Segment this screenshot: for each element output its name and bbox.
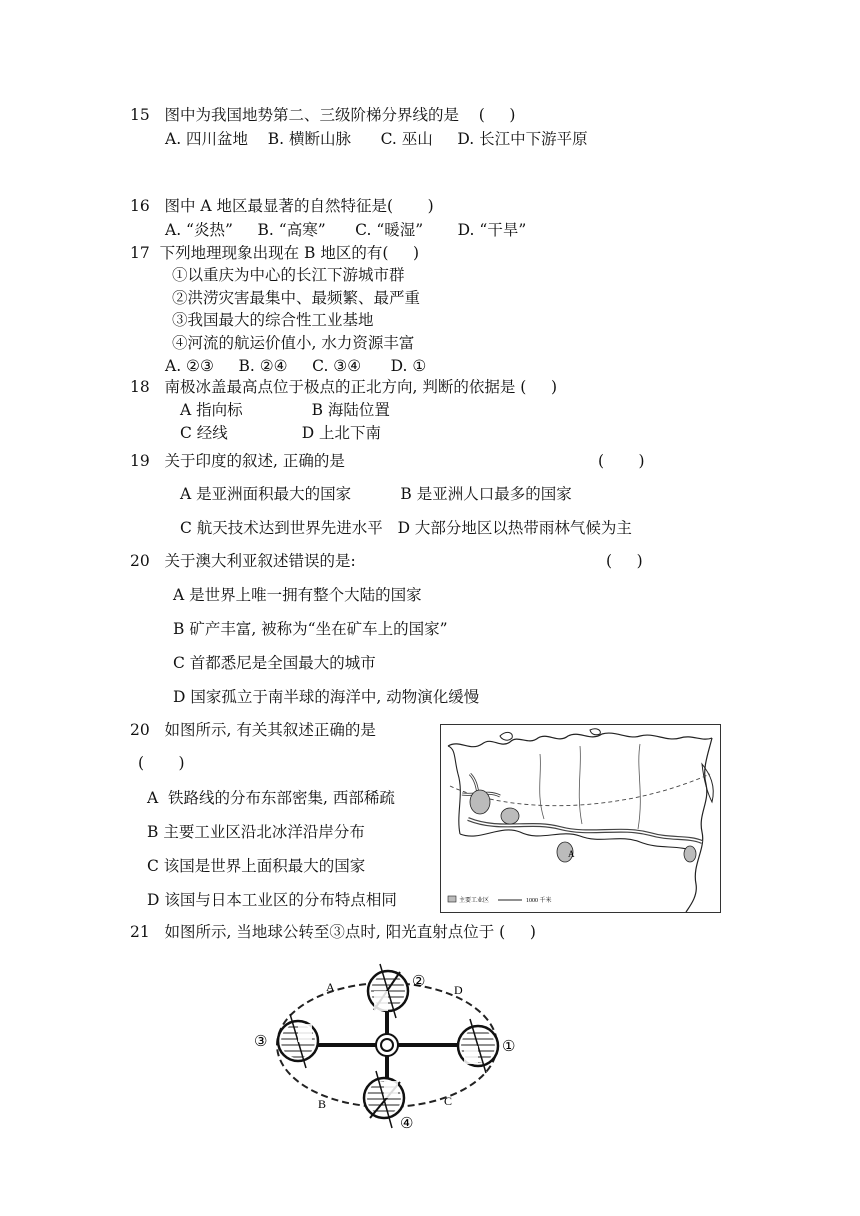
orbit-label-c: C — [444, 1094, 453, 1108]
q18-options-row1: A 指向标 B 海陆位置 — [180, 401, 390, 419]
orbit-label-b: B — [318, 1097, 327, 1111]
q18-options-row2: C 经线 D 上北下南 — [180, 424, 382, 442]
q20a-item-b: B 矿产丰富, 被称为“坐在矿车上的国家” — [173, 620, 448, 638]
map-label-a: A — [568, 849, 575, 859]
q20b-item-a: A 铁路线的分布东部密集, 西部稀疏 — [147, 789, 395, 807]
map-legend-label: 主要工业区 — [459, 898, 490, 904]
q16-stem: 16 图中 A 地区最显著的自然特征是( ) — [130, 197, 434, 215]
q21-stem: 21 如图所示, 当地球公转至③点时, 阳光直射点位于 ( ) — [130, 923, 536, 941]
q15-stem: 15 图中为我国地势第二、三级阶梯分界线的是 ( ) — [130, 106, 516, 124]
sun-icon — [376, 1034, 398, 1056]
russia-map-figure — [440, 724, 721, 913]
q19-options-row2: C 航天技术达到世界先进水平 D 大部分地区以热带雨林气候为主 — [180, 519, 632, 537]
map-scale-label: 1000 千米 — [526, 898, 552, 904]
position-label-3: ③ — [254, 1034, 268, 1050]
q19-stem: 19 关于印度的叙述, 正确的是 — [130, 452, 345, 470]
q15-options: A. 四川盆地 B. 横断山脉 C. 巫山 D. 长江中下游平原 — [165, 130, 588, 148]
earth-orbit-diagram — [250, 958, 530, 1138]
q17-options: A. ②③ B. ②④ C. ③④ D. ① — [165, 357, 427, 375]
position-label-4: ④ — [400, 1116, 414, 1132]
q19-answer-paren: ( ) — [598, 452, 645, 470]
earth-position-2-icon — [368, 964, 408, 1018]
q20b-item-c: C 该国是世界上面积最大的国家 — [147, 857, 366, 875]
position-label-1: ① — [502, 1039, 516, 1055]
q20a-item-d: D 国家孤立于南半球的海洋中, 动物演化缓慢 — [173, 688, 480, 706]
q20b-answer-paren: ( ) — [138, 754, 185, 772]
earth-position-4-icon — [364, 1071, 404, 1128]
q16-options: A. “炎热” B. “高寒” C. “暖湿” D. “干旱” — [165, 221, 527, 239]
q20b-item-b: B 主要工业区沿北冰洋沿岸分布 — [147, 823, 365, 841]
orbit-label-a: A — [326, 980, 335, 994]
q17-item-4: ④河流的航运价值小, 水力资源丰富 — [172, 334, 415, 352]
q20a-stem: 20 关于澳大利亚叙述错误的是: — [130, 552, 356, 570]
orbit-label-d: D — [454, 983, 463, 997]
q20a-item-a: A 是世界上唯一拥有整个大陆的国家 — [173, 586, 422, 604]
q18-stem: 18 南极冰盖最高点位于极点的正北方向, 判断的依据是 ( ) — [130, 378, 558, 396]
q17-stem: 17 下列地理现象出现在 B 地区的有( ) — [130, 244, 420, 262]
q17-item-3: ③我国最大的综合性工业基地 — [172, 311, 374, 329]
q19-options-row1: A 是亚洲面积最大的国家 B 是亚洲人口最多的国家 — [180, 485, 572, 503]
earth-orbit-figure — [250, 958, 530, 1138]
q20b-stem: 20 如图所示, 有关其叙述正确的是 — [130, 721, 376, 739]
q20a-item-c: C 首都悉尼是全国最大的城市 — [173, 654, 376, 672]
q17-item-1: ①以重庆为中心的长江下游城市群 — [172, 266, 405, 284]
q17-item-2: ②洪涝灾害最集中、最频繁、最严重 — [172, 289, 421, 307]
q20b-item-d: D 该国与日本工业区的分布特点相同 — [147, 891, 397, 909]
russia-map — [440, 724, 721, 913]
q20a-answer-paren: ( ) — [606, 552, 643, 570]
position-label-2: ② — [412, 974, 426, 990]
